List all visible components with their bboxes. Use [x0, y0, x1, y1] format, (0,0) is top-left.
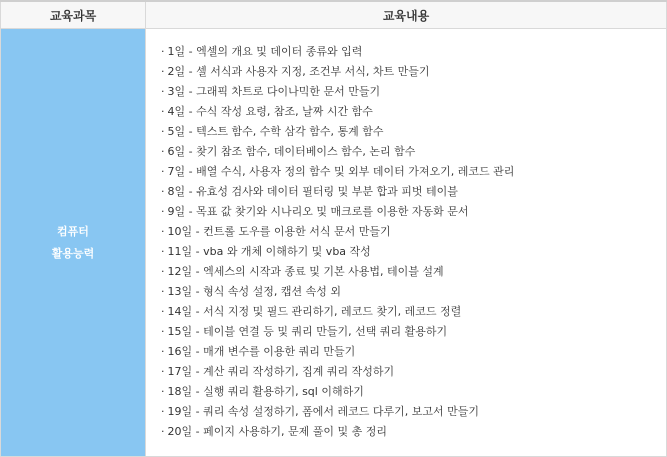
content-column-header: 교육내용: [146, 1, 667, 29]
subject-name-line2: 활용능력: [51, 246, 95, 260]
lesson-item: [161, 322, 666, 342]
bullet-icon: ·: [161, 105, 165, 118]
bullet-icon: ·: [161, 285, 165, 298]
lesson-list: [161, 42, 666, 442]
lesson-text: 17일 - 계산 쿼리 작성하기, 집계 쿼리 작성하기: [167, 365, 395, 378]
lesson-text: 4일 - 수식 작성 요령, 참조, 날짜 시간 함수: [167, 105, 373, 118]
bullet-icon: ·: [161, 265, 165, 278]
bullet-icon: ·: [161, 225, 165, 238]
lesson-item: [161, 82, 666, 102]
lesson-text: 3일 - 그래픽 차트로 다이나믹한 문서 만들기: [167, 85, 381, 98]
lesson-item: [161, 62, 666, 82]
bullet-icon: ·: [161, 65, 165, 78]
bullet-icon: ·: [161, 185, 165, 198]
bullet-icon: ·: [161, 125, 165, 138]
lesson-item: [161, 182, 666, 202]
content-cell: [146, 29, 667, 457]
lesson-item: [161, 282, 666, 302]
lesson-text: 12일 - 엑세스의 시작과 종료 및 기본 사용법, 테이블 설계: [167, 265, 444, 278]
lesson-text: 20일 - 페이지 사용하기, 문제 풀이 및 총 정리: [167, 425, 387, 438]
lesson-item: [161, 402, 666, 422]
lesson-text: 19일 - 쿼리 속성 설정하기, 폼에서 레코드 다루기, 보고서 만들기: [167, 405, 479, 418]
lesson-item: [161, 222, 666, 242]
lesson-text: 15일 - 테이블 연결 등 및 쿼리 만들기, 선택 쿼리 활용하기: [167, 325, 448, 338]
bullet-icon: ·: [161, 425, 165, 438]
subject-cell: [1, 29, 146, 457]
lesson-text: 11일 - vba 와 개체 이해하기 및 vba 작성: [167, 245, 371, 258]
lesson-item: [161, 362, 666, 382]
lesson-text: 14일 - 서식 지정 및 필드 관리하기, 레코드 찾기, 레코드 정렬: [167, 305, 462, 318]
bullet-icon: ·: [161, 145, 165, 158]
lesson-text: 8일 - 유효성 검사와 데이터 필터링 및 부분 합과 피벗 테이블: [167, 185, 458, 198]
bullet-icon: ·: [161, 205, 165, 218]
lesson-item: [161, 342, 666, 362]
lesson-item: [161, 42, 666, 62]
lesson-text: 5일 - 텍스트 함수, 수학 삼각 함수, 통계 함수: [167, 125, 384, 138]
lesson-item: [161, 302, 666, 322]
bullet-icon: ·: [161, 45, 165, 58]
subject-column-header: 교육과목: [1, 1, 146, 29]
lesson-item: [161, 142, 666, 162]
lesson-text: 18일 - 실행 쿼리 활용하기, sql 이해하기: [167, 385, 364, 398]
lesson-item: [161, 382, 666, 402]
bullet-icon: ·: [161, 165, 165, 178]
bullet-icon: ·: [161, 385, 165, 398]
lesson-text: 10일 - 컨트롤 도우를 이용한 서식 문서 만들기: [167, 225, 391, 238]
lesson-item: [161, 262, 666, 282]
lesson-text: 9일 - 목표 값 찾기와 시나리오 및 매크로를 이용한 자동화 문서: [167, 205, 469, 218]
lesson-item: [161, 242, 666, 262]
lesson-text: 6일 - 찾기 참조 함수, 데이터베이스 함수, 논리 함수: [167, 145, 416, 158]
bullet-icon: ·: [161, 245, 165, 258]
lesson-text: 16일 - 매개 변수를 이용한 쿼리 만들기: [167, 345, 356, 358]
bullet-icon: ·: [161, 325, 165, 338]
lesson-text: 1일 - 엑셀의 개요 및 데이터 종류와 입력: [167, 45, 363, 58]
lesson-item: [161, 202, 666, 222]
bullet-icon: ·: [161, 365, 165, 378]
table-header-row: [1, 1, 667, 29]
lesson-item: [161, 122, 666, 142]
bullet-icon: ·: [161, 305, 165, 318]
table-row: [1, 29, 667, 457]
subject-name-line1: 컴퓨터: [57, 224, 89, 238]
lesson-text: 2일 - 셀 서식과 사용자 지정, 조건부 서식, 차트 만들기: [167, 65, 430, 78]
lesson-text: 13일 - 형식 속성 설정, 캡션 속성 외: [167, 285, 341, 298]
lesson-item: [161, 162, 666, 182]
lesson-text: 7일 - 배열 수식, 사용자 정의 함수 및 외부 데이터 가져오기, 레코드 관리: [167, 165, 515, 178]
bullet-icon: ·: [161, 345, 165, 358]
lesson-item: [161, 422, 666, 442]
bullet-icon: ·: [161, 405, 165, 418]
bullet-icon: ·: [161, 85, 165, 98]
lesson-item: [161, 102, 666, 122]
